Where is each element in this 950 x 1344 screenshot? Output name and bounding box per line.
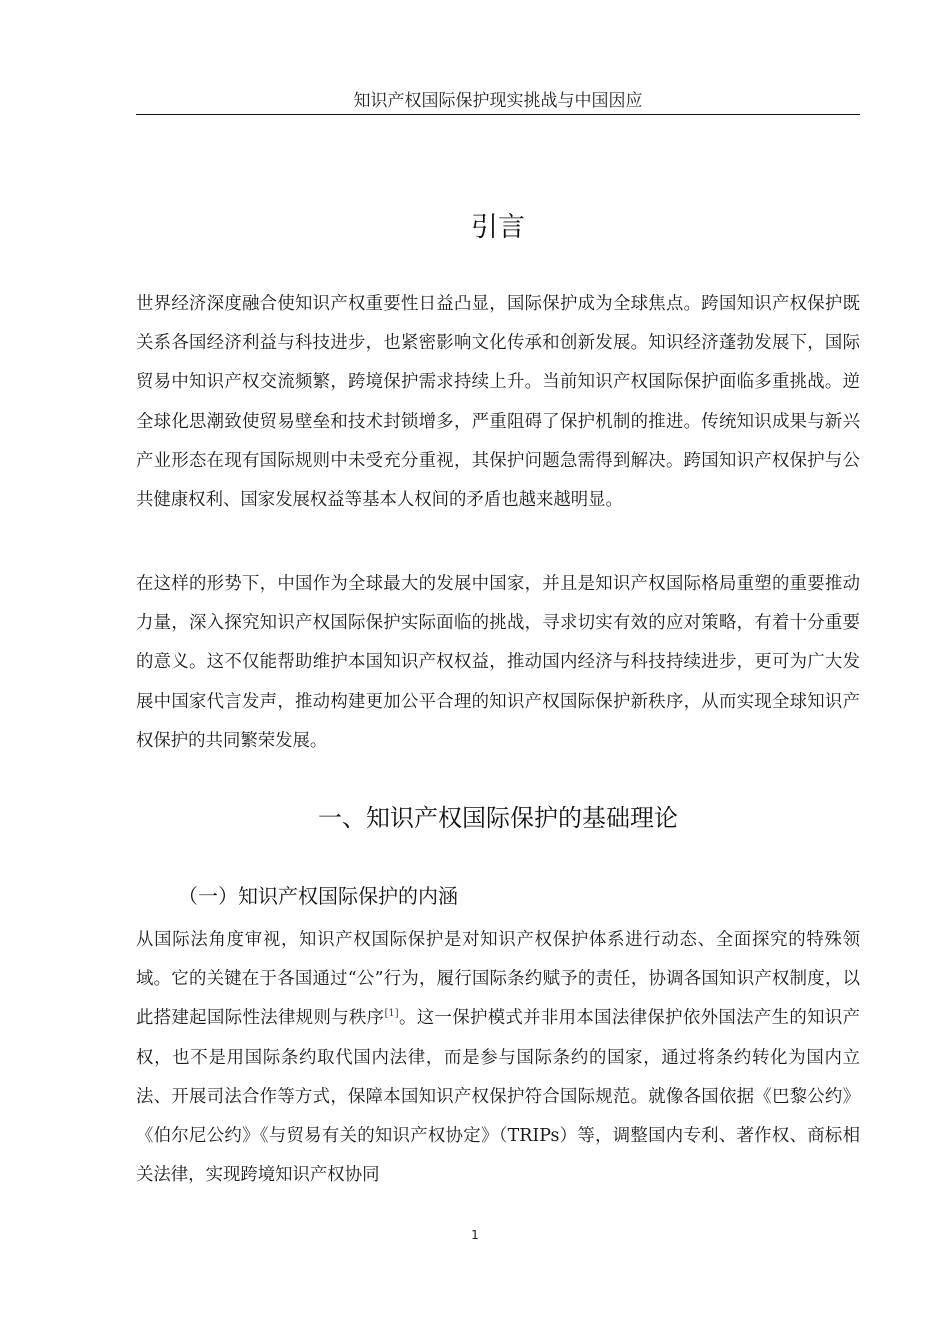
header-rule [136, 114, 860, 115]
citation-reference[interactable]: [1] [384, 1008, 399, 1020]
paragraph-text-part-2: 。这一保护模式并非用本国法律保护依外国法产生的知识产权，也不是用国际条约取代国内法律，而是参与国际条约的国家，通过将条约转化为国内立法、开展司法合作等方式，保障本国知识产权保护符合国际规范。就像各国依据《巴黎公约》《伯尔尼公约》《与贸易有关的知识产权协定》（TRIPs）等，调整国内专利、著作权、商标相关法律，实现跨境知识产权协同 [136, 1008, 860, 1186]
page-title: 引言 [471, 212, 525, 243]
intro-paragraph-2: 在这样的形势下，中国作为全球最大的发展中国家，并且是知识产权国际格局重塑的重要推动力量，深入探究知识产权国际保护实际面临的挑战，寻求切实有效的应对策略，有着十分重要的意义。这不仅能帮助维护本国知识产权权益，推动国内经济与科技持续进步，更可为广大发展中国家代言发声，推动构建更加公平合理的知识产权国际保护新秩序，从而实现全球知识产权保护的共同繁荣发展。 [136, 574, 860, 751]
section-1-heading: 一、知识产权国际保护的基础理论 [318, 804, 678, 832]
page-number: 1 [471, 1228, 479, 1242]
intro-paragraph-1: 世界经济深度融合使知识产权重要性日益凸显，国际保护成为全球焦点。跨国知识产权保护既关系各国经济利益与科技进步，也紧密影响文化传承和创新发展。知识经济蓬勃发展下，国际贸易中知识产权交流频繁，跨境保护需求持续上升。当前知识产权国际保护面临多重挑战。逆全球化思潮致使贸易壁垒和技术封锁增多，严重阻碍了保护机制的推进。传统知识成果与新兴产业形态在现有国际规则中未受充分重视，其保护问题急需得到解决。跨国知识产权保护与公共健康权利、国家发展权益等基本人权间的矛盾也越来越明显。 [136, 294, 860, 511]
running-header: 知识产权国际保护现实挑战与中国因应 [353, 91, 643, 111]
subsection-1-heading: （一）知识产权国际保护的内涵 [178, 884, 458, 908]
subsection-1-paragraph [136, 921, 860, 1195]
paragraph-text-part-1: 从国际法角度审视，知识产权国际保护是对知识产权保护体系进行动态、全面探究的特殊领域。它的关键在于各国通过“公”行为，履行国际条约赋予的责任，协调各国知识产权制度，以此搭建起国际性法律规则与秩序 [136, 930, 860, 1029]
